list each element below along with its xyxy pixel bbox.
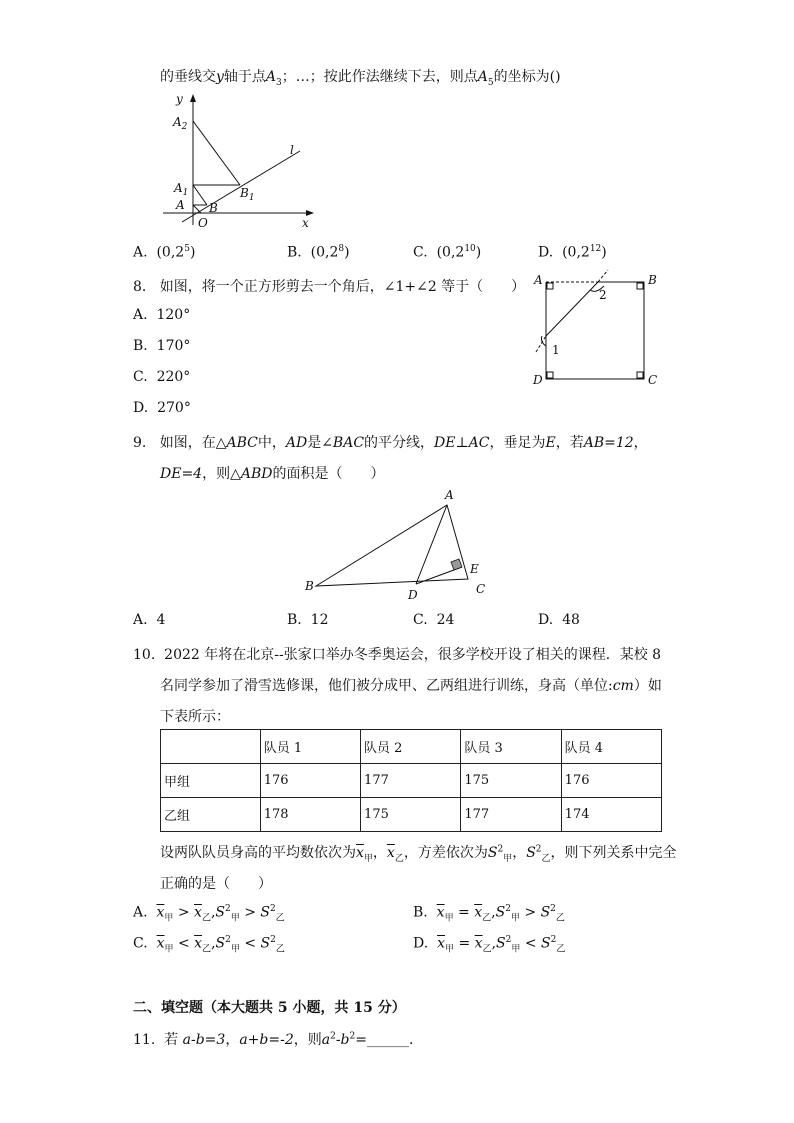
table-header-row [161, 730, 662, 764]
label-b: B [648, 273, 657, 287]
table-cell: 队员 4 [561, 730, 661, 764]
q9-option-d[interactable]: D. 48 [538, 612, 580, 628]
right-angle-e [451, 559, 462, 570]
q10-option-b[interactable]: B. $\overline{x}_甲 = \overline{x}_乙,S^2_甲 > S^2_乙$ [413, 904, 565, 924]
q10-stem-line5: 正确的是（ ） [160, 876, 272, 892]
label-a1-text: A [174, 181, 183, 195]
table-cell: 176 [260, 764, 360, 798]
q9-option-a[interactable]: A. 4 [133, 612, 166, 628]
table-cell [161, 730, 261, 764]
right-angle-b [637, 283, 643, 289]
label-angle1: 1 [552, 343, 560, 357]
table-cell: 176 [561, 764, 661, 798]
label-c: C [648, 373, 658, 387]
section-title: 二、填空题（本大题共 5 小题，共 15 分） [133, 1000, 406, 1016]
dashed-ext2 [598, 270, 608, 282]
label-a: A [534, 273, 543, 287]
table-cell: 178 [260, 798, 360, 832]
right-angle-d [547, 372, 553, 378]
table-row [161, 798, 662, 832]
q7-option-a[interactable]: A. $(0,2^5)$ [133, 244, 196, 261]
q10-option-a[interactable]: A. $\overline{x}_甲 > \overline{x}_乙,S^2_甲 > S^2_乙$ [133, 904, 285, 924]
q10-stem-line3: 下表所示： [160, 709, 230, 725]
label-a1 [173, 181, 188, 198]
q7-text: 的坐标为() [493, 69, 561, 85]
table-cell: 队员 1 [260, 730, 360, 764]
label-b1 [239, 186, 255, 203]
q9-stem-line2: DE=4，则△ABD的面积是（ ） [160, 466, 385, 482]
q7-text: 轴于点 [223, 69, 266, 85]
label-x: x [302, 216, 309, 230]
table-cell: 队员 3 [461, 730, 561, 764]
table-row [161, 764, 662, 798]
answer-blank[interactable]: ______ [367, 1032, 409, 1048]
seg-a-x [193, 205, 201, 213]
label-l: l [290, 143, 294, 157]
label-a1-sub: 1 [182, 188, 189, 198]
q9-figure [300, 487, 500, 602]
q8-figure [530, 268, 665, 398]
table-cell: 乙组 [161, 798, 261, 832]
label-o: O [198, 216, 208, 230]
label-y: y [176, 92, 183, 106]
label-b1-text: B [240, 186, 249, 200]
label-b1-sub: 1 [248, 193, 255, 203]
q10-stem-line1: 10. 2022 年将在北京--张家口举办冬季奥运会，很多学校开设了相关的课程．某校 8 [133, 647, 662, 663]
q8-option-b[interactable]: B. 170° [133, 338, 191, 354]
table-cell: 174 [561, 798, 661, 832]
q7-sub: 5 [487, 77, 494, 88]
seg-a2-b1 [193, 121, 240, 185]
right-angle-a [547, 283, 553, 289]
y-arrow-icon [190, 94, 196, 102]
table-cell: 队员 2 [361, 730, 461, 764]
label-e: E [470, 562, 479, 576]
q9-option-c[interactable]: C. 24 [413, 612, 455, 628]
table-cell: 175 [461, 764, 561, 798]
label-a2-text: A [173, 115, 182, 129]
q7-option-d[interactable]: D. $(0,2^{12})$ [538, 244, 607, 261]
label-a: A [176, 198, 185, 212]
q7-text: ；…；按此作法继续下去，则点 [281, 69, 478, 85]
q10-option-d[interactable]: D. $\overline{x}_甲 = \overline{x}_乙,S^2_甲 < S^2_乙$ [413, 935, 566, 955]
dashed-ext [536, 336, 546, 352]
q8-option-c[interactable]: C. 220° [133, 369, 191, 385]
right-angle-c [637, 372, 643, 378]
q9-option-b[interactable]: B. 12 [287, 612, 329, 628]
label-b: B [209, 201, 218, 215]
label-b: B [305, 579, 314, 593]
q7-stem [160, 66, 561, 88]
q8-number: 8. [133, 279, 147, 295]
q7-var-a: A [265, 69, 277, 85]
q8-option-d[interactable]: D. 270° [133, 400, 191, 416]
q11-stem: 11. 若 a-b=3，a+b=-2，则$a^2-b^2=\_\_\_\_\_\_$． [133, 1031, 423, 1048]
q7-option-b[interactable]: B. $(0,2^8)$ [287, 244, 350, 261]
label-a2-sub: 2 [181, 122, 188, 132]
q8-stem [133, 276, 525, 296]
table-cell: 177 [461, 798, 561, 832]
q10-stem-line4: 设两队队员身高的平均数依次为$\overline{x}_甲$，$\overline{x}_乙$，方差依次为$S^2_甲$，$S^2_乙$，则下列关系中完全 [160, 844, 677, 864]
q7-text: 的垂线交 [160, 69, 216, 85]
table-cell: 甲组 [161, 764, 261, 798]
q7-var-y: y [216, 69, 224, 85]
q7-option-c[interactable]: C. $(0,2^{10})$ [413, 244, 482, 261]
q10-option-c[interactable]: C. $\overline{x}_甲 < \overline{x}_乙,S^2_甲 < S^2_乙$ [133, 935, 285, 955]
q8-option-a[interactable]: A. 120° [133, 307, 191, 323]
q9-stem-line1: 9. 如图，在△ABC中，AD是∠BAC的平分线，DE⊥AC，垂足为E，若AB=12， [133, 435, 648, 451]
seg-a1-b [193, 185, 207, 205]
q7-var-a: A [477, 69, 488, 85]
label-d: D [408, 588, 418, 602]
label-a: A [445, 488, 454, 502]
square-cut [546, 282, 644, 379]
q7-sub: 3 [276, 77, 282, 88]
label-angle2: 2 [599, 288, 607, 302]
seg-ad [416, 505, 447, 584]
q8-text: 如图，将一个正方形剪去一个角后，∠1+∠2 等于（ ） [159, 279, 526, 295]
q10-stem-line2: 名同学参加了滑雪选修课，他们被分成甲、乙两组进行训练，身高（单位:cm）如 [160, 678, 662, 694]
label-c: C [476, 582, 486, 596]
label-d: D [533, 373, 543, 387]
table-cell: 175 [361, 798, 461, 832]
triangle-abc [316, 505, 468, 586]
height-table [160, 729, 662, 832]
table-cell: 177 [361, 764, 461, 798]
q7-figure [160, 88, 330, 233]
label-a2 [172, 115, 188, 132]
